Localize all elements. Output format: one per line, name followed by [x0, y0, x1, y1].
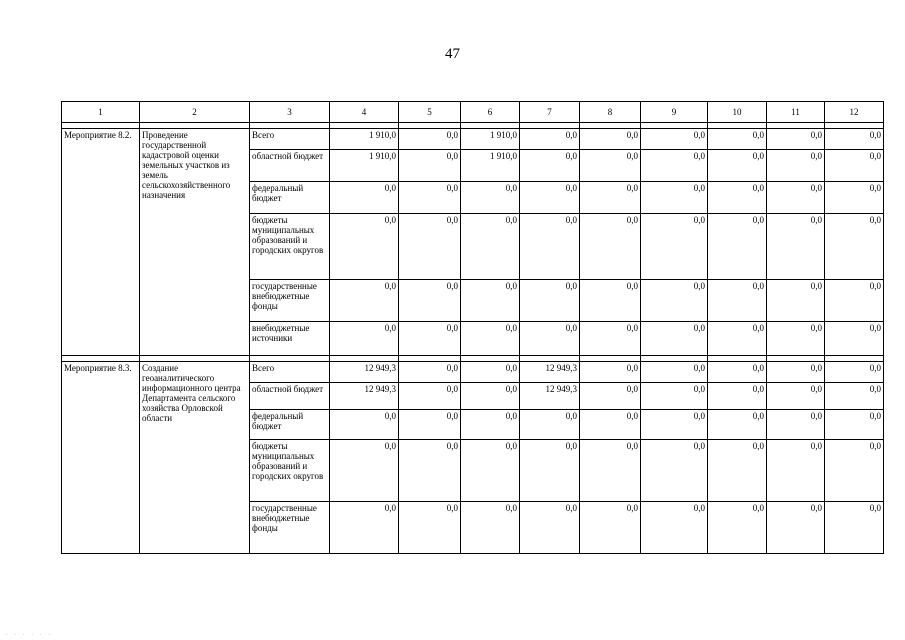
- table-row: [62, 362, 884, 383]
- value-cell: 0,0: [330, 322, 399, 356]
- value-cell: 0,0: [399, 322, 461, 356]
- value-cell: 0,0: [825, 182, 884, 214]
- header-row: [62, 102, 884, 123]
- value-cell: 0,0: [708, 502, 767, 554]
- value-cell: 0,0: [399, 150, 461, 182]
- value-cell: 0,0: [767, 383, 825, 410]
- value-cell: 0,0: [767, 440, 825, 502]
- value-cell: 0,0: [461, 322, 520, 356]
- value-cell: 0,0: [641, 129, 708, 150]
- value-cell: 0,0: [825, 410, 884, 440]
- value-cell: 0,0: [461, 362, 520, 383]
- value-cell: 0,0: [641, 410, 708, 440]
- value-cell: 12 949,3: [520, 362, 580, 383]
- column-header: 5: [399, 102, 461, 123]
- value-cell: 0,0: [399, 440, 461, 502]
- value-cell: 0,0: [767, 362, 825, 383]
- value-cell: 0,0: [825, 440, 884, 502]
- column-header: 2: [140, 102, 250, 123]
- column-header: 12: [825, 102, 884, 123]
- column-header: 11: [767, 102, 825, 123]
- value-cell: 0,0: [580, 150, 641, 182]
- value-cell: 0,0: [708, 322, 767, 356]
- value-cell: 0,0: [825, 150, 884, 182]
- value-cell: 0,0: [399, 214, 461, 280]
- value-cell: 0,0: [825, 383, 884, 410]
- value-cell: 0,0: [580, 322, 641, 356]
- value-cell: 0,0: [461, 410, 520, 440]
- value-cell: 0,0: [580, 383, 641, 410]
- value-cell: 0,0: [641, 280, 708, 322]
- value-cell: 0,0: [399, 280, 461, 322]
- value-cell: 0,0: [399, 410, 461, 440]
- event-description: Создание геоаналитического информационного центра Департамента сельского хозяйства Орловской области: [140, 362, 250, 554]
- value-cell: 0,0: [825, 362, 884, 383]
- value-cell: 0,0: [641, 214, 708, 280]
- value-cell: 0,0: [520, 280, 580, 322]
- value-cell: 0,0: [399, 362, 461, 383]
- column-header: 10: [708, 102, 767, 123]
- value-cell: 0,0: [641, 440, 708, 502]
- value-cell: 0,0: [825, 129, 884, 150]
- value-cell: 0,0: [580, 410, 641, 440]
- value-cell: 1 910,0: [461, 129, 520, 150]
- value-cell: 0,0: [580, 280, 641, 322]
- value-cell: 0,0: [461, 182, 520, 214]
- value-cell: 0,0: [641, 362, 708, 383]
- value-cell: 0,0: [641, 182, 708, 214]
- value-cell: 0,0: [708, 280, 767, 322]
- value-cell: 0,0: [520, 129, 580, 150]
- value-cell: 0,0: [461, 280, 520, 322]
- value-cell: 0,0: [641, 383, 708, 410]
- value-cell: 0,0: [520, 150, 580, 182]
- value-cell: 1 910,0: [330, 150, 399, 182]
- value-cell: 0,0: [330, 182, 399, 214]
- value-cell: 0,0: [708, 129, 767, 150]
- value-cell: 0,0: [708, 150, 767, 182]
- value-cell: 0,0: [708, 182, 767, 214]
- value-cell: 0,0: [580, 502, 641, 554]
- value-cell: 0,0: [767, 502, 825, 554]
- value-cell: 0,0: [399, 502, 461, 554]
- funding-source: бюджеты муниципальных образований и городских округов: [250, 214, 330, 280]
- page-number: 47: [445, 46, 460, 62]
- value-cell: 0,0: [825, 322, 884, 356]
- value-cell: 0,0: [641, 502, 708, 554]
- value-cell: 0,0: [767, 214, 825, 280]
- value-cell: 0,0: [399, 383, 461, 410]
- value-cell: 0,0: [708, 410, 767, 440]
- value-cell: 0,0: [461, 502, 520, 554]
- column-header: 4: [330, 102, 399, 123]
- value-cell: 0,0: [708, 440, 767, 502]
- funding-source: областной бюджет: [250, 150, 330, 182]
- value-cell: 0,0: [580, 129, 641, 150]
- value-cell: 0,0: [641, 150, 708, 182]
- event-description: Проведение государственной кадастровой оценки земельных участков из земель сельскохозяйственного назначения: [140, 129, 250, 356]
- value-cell: 0,0: [399, 129, 461, 150]
- column-header: 3: [250, 102, 330, 123]
- value-cell: 0,0: [825, 214, 884, 280]
- value-cell: 0,0: [641, 322, 708, 356]
- value-cell: 0,0: [461, 214, 520, 280]
- value-cell: 0,0: [461, 383, 520, 410]
- value-cell: 0,0: [708, 214, 767, 280]
- value-cell: 0,0: [520, 182, 580, 214]
- event-name: Мероприятие 8.3.: [62, 362, 140, 554]
- value-cell: 0,0: [580, 362, 641, 383]
- value-cell: 0,0: [330, 280, 399, 322]
- funding-source: внебюджетные источники: [250, 322, 330, 356]
- value-cell: 0,0: [767, 322, 825, 356]
- value-cell: 0,0: [580, 214, 641, 280]
- funding-source: федеральный бюджет: [250, 410, 330, 440]
- event-name: Мероприятие 8.2.: [62, 129, 140, 356]
- column-header: 8: [580, 102, 641, 123]
- column-header: 9: [641, 102, 708, 123]
- value-cell: 0,0: [461, 440, 520, 502]
- value-cell: 0,0: [825, 502, 884, 554]
- value-cell: 12 949,3: [520, 383, 580, 410]
- value-cell: 0,0: [767, 129, 825, 150]
- value-cell: 0,0: [767, 182, 825, 214]
- value-cell: 0,0: [708, 362, 767, 383]
- funding-source: государственные внебюджетные фонды: [250, 280, 330, 322]
- value-cell: 0,0: [708, 383, 767, 410]
- table-row: [62, 129, 884, 150]
- value-cell: 0,0: [767, 150, 825, 182]
- value-cell: 0,0: [580, 182, 641, 214]
- value-cell: 1 910,0: [330, 129, 399, 150]
- funding-source: бюджеты муниципальных образований и городских округов: [250, 440, 330, 502]
- value-cell: 0,0: [330, 410, 399, 440]
- funding-source: государственные внебюджетные фонды: [250, 502, 330, 554]
- funding-source: федеральный бюджет: [250, 182, 330, 214]
- value-cell: 0,0: [825, 280, 884, 322]
- value-cell: 0,0: [399, 182, 461, 214]
- funding-source: Всего: [250, 129, 330, 150]
- value-cell: 0,0: [520, 502, 580, 554]
- budget-table: [61, 101, 884, 554]
- value-cell: 0,0: [330, 440, 399, 502]
- column-header: 6: [461, 102, 520, 123]
- value-cell: 12 949,3: [330, 362, 399, 383]
- value-cell: 0,0: [580, 440, 641, 502]
- value-cell: 1 910,0: [461, 150, 520, 182]
- scan-artifact: . . . . . .: [6, 632, 53, 637]
- value-cell: 12 949,3: [330, 383, 399, 410]
- value-cell: 0,0: [520, 322, 580, 356]
- funding-source: областной бюджет: [250, 383, 330, 410]
- funding-source: Всего: [250, 362, 330, 383]
- value-cell: 0,0: [767, 410, 825, 440]
- value-cell: 0,0: [520, 440, 580, 502]
- value-cell: 0,0: [330, 214, 399, 280]
- value-cell: 0,0: [330, 502, 399, 554]
- column-header: 1: [62, 102, 140, 123]
- column-header: 7: [520, 102, 580, 123]
- value-cell: 0,0: [520, 214, 580, 280]
- value-cell: 0,0: [520, 410, 580, 440]
- value-cell: 0,0: [767, 280, 825, 322]
